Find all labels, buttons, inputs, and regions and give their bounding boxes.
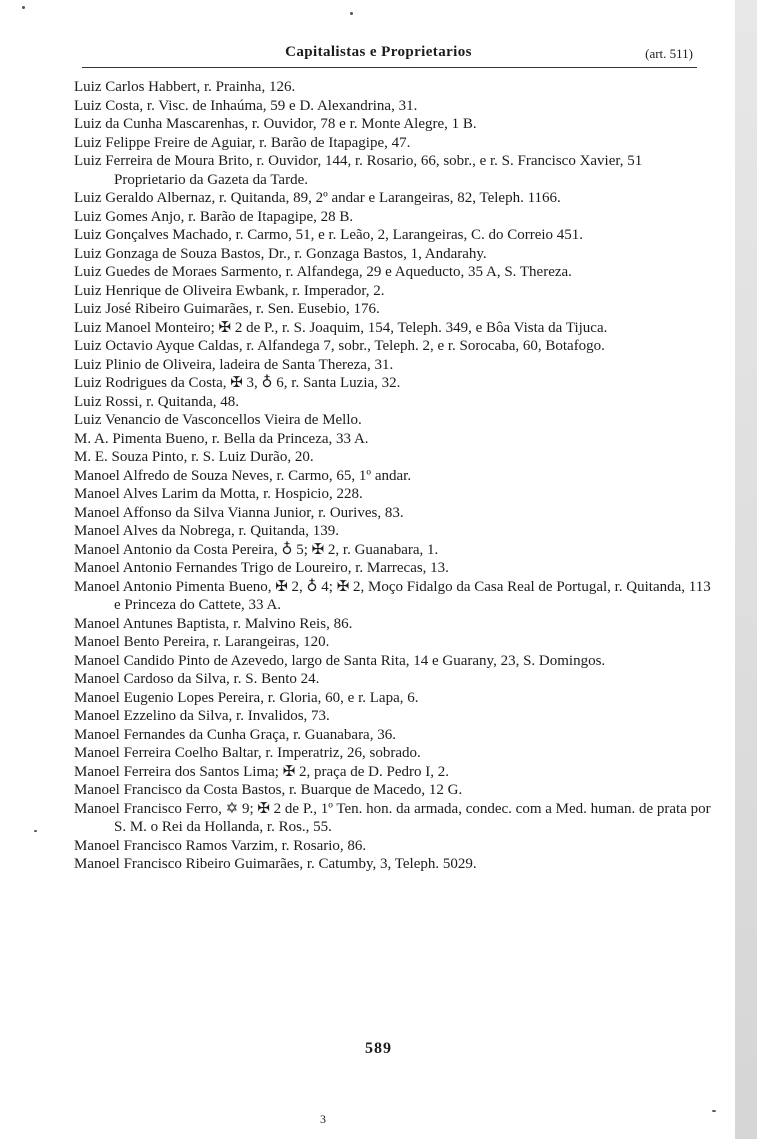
list-item: Luiz José Ribeiro Guimarães, r. Sen. Eusebio, 176. xyxy=(74,301,380,317)
list-item: Manoel Ezzelino da Silva, r. Invalidos, 73. xyxy=(74,708,330,724)
list-item: Manoel Eugenio Lopes Pereira, r. Gloria, 60, e r. Lapa, 6. xyxy=(74,689,419,706)
list-item: Luiz Plinio de Oliveira, ladeira de Santa Thereza, 31. xyxy=(74,356,394,373)
article-reference: (art. 511) xyxy=(645,46,693,61)
list-item: Manoel Antonio Pimenta Bueno, ✠ 2, ♁ 4; ✠ 2, Moço Fidalgo da Casa Real de Portugal, r. Quitanda, 113 e Princeza do Cattete, 33 A. xyxy=(74,578,711,613)
list-item: Luiz Gonzaga de Souza Bastos, Dr., r. Gonzaga Bastos, 1, Andarahy. xyxy=(74,245,487,262)
list-item: Luiz Venancio de Vasconcellos Vieira de Mello. xyxy=(74,412,362,428)
list-item: Manoel Alves da Nobrega, r. Quitanda, 139. xyxy=(74,523,339,539)
running-header xyxy=(0,44,757,68)
list-item: Manoel Alfredo de Souza Neves, r. Carmo, 65, 1º andar. xyxy=(74,467,412,484)
list-item: Luiz Manoel Monteiro; ✠ 2 de P., r. S. Joaquim, 154, Teleph. 349, e Bôa Vista da Tijuca. xyxy=(74,319,608,336)
list-item: Luiz Geraldo Albernaz, r. Quitanda, 89, 2º andar e Larangeiras, 82, Teleph. 1166. xyxy=(74,190,561,206)
list-item: Manoel Fernandes da Cunha Graça, r. Guanabara, 36. xyxy=(74,726,396,743)
ink-speck xyxy=(350,12,353,15)
page-number: 589 xyxy=(365,1040,392,1057)
footer-signature-mark: 3 xyxy=(320,1112,326,1126)
list-item: Manoel Francisco Ramos Varzim, r. Rosario, 86. xyxy=(74,837,367,854)
entry-list xyxy=(74,78,714,874)
page-edge-shadow xyxy=(735,0,757,1139)
list-item: Manoel Affonso da Silva Vianna Junior, r. Ourives, 83. xyxy=(74,504,404,521)
list-item: Luiz Guedes de Moraes Sarmento, r. Alfandega, 29 e Aqueducto, 35 A, S. Thereza. xyxy=(74,264,572,280)
list-item: Manoel Francisco da Costa Bastos, r. Buarque de Macedo, 12 G. xyxy=(74,782,463,798)
list-item: Luiz Rodrigues da Costa, ✠ 3, ♁ 6, r. Santa Luzia, 32. xyxy=(74,375,401,391)
list-item: Manoel Ferreira Coelho Baltar, r. Imperatriz, 26, sobrado. xyxy=(74,745,421,761)
list-item: Manoel Antonio da Costa Pereira, ♁ 5; ✠ 2, r. Guanabara, 1. xyxy=(74,541,439,558)
list-item: Manoel Cardoso da Silva, r. S. Bento 24. xyxy=(74,671,320,687)
list-item: Luiz Carlos Habbert, r. Prainha, 126. xyxy=(74,79,296,95)
ink-speck xyxy=(22,6,25,9)
list-item: Luiz Costa, r. Visc. de Inhaúma, 59 e D. Alexandrina, 31. xyxy=(74,97,418,114)
list-item: M. E. Souza Pinto, r. S. Luiz Durão, 20. xyxy=(74,449,314,465)
list-item: Manoel Francisco Ferro, ✡ 9; ✠ 2 de P., 1º Ten. hon. da armada, condec. com a Med. human. de prata por S. M. o Rei da Hollanda, r. Ros., 55. xyxy=(74,800,711,835)
list-item: Manoel Candido Pinto de Azevedo, largo de Santa Rita, 14 e Guarany, 23, S. Domingos. xyxy=(74,652,606,669)
list-item: Manoel Ferreira dos Santos Lima; ✠ 2, praça de D. Pedro I, 2. xyxy=(74,763,449,780)
list-item: Manoel Antonio Fernandes Trigo de Loureiro, r. Marrecas, 13. xyxy=(74,560,449,576)
list-item: Luiz Henrique de Oliveira Ewbank, r. Imperador, 2. xyxy=(74,282,385,299)
list-item: Manoel Francisco Ribeiro Guimarães, r. Catumby, 3, Teleph. 5029. xyxy=(74,856,477,872)
list-item: M. A. Pimenta Bueno, r. Bella da Princeza, 33 A. xyxy=(74,430,369,447)
header-rule xyxy=(82,67,697,68)
list-item: Manoel Alves Larim da Motta, r. Hospicio, 228. xyxy=(74,486,363,502)
list-item: Luiz Rossi, r. Quitanda, 48. xyxy=(74,393,239,410)
ink-speck xyxy=(34,830,37,832)
ink-speck xyxy=(712,1110,716,1112)
list-item: Manoel Bento Pereira, r. Larangeiras, 120. xyxy=(74,634,330,650)
section-title: Capitalistas e Proprietarios xyxy=(285,44,472,60)
list-item: Luiz da Cunha Mascarenhas, r. Ouvidor, 78 e r. Monte Alegre, 1 B. xyxy=(74,116,477,132)
list-item: Luiz Gonçalves Machado, r. Carmo, 51, e r. Leão, 2, Larangeiras, C. do Correio 451. xyxy=(74,227,584,243)
list-item: Luiz Gomes Anjo, r. Barão de Itapagipe, 28 B. xyxy=(74,208,354,225)
list-item: Luiz Felippe Freire de Aguiar, r. Barão de Itapagipe, 47. xyxy=(74,134,411,151)
list-item: Luiz Ferreira de Moura Brito, r. Ouvidor, 144, r. Rosario, 66, sobr., e r. S. Francisco Xavier, 51 Proprietario da Gazeta da Tarde. xyxy=(74,153,643,188)
list-item: Luiz Octavio Ayque Caldas, r. Alfandega 7, sobr., Teleph. 2, e r. Sorocaba, 60, Botafogo. xyxy=(74,338,605,354)
list-item: Manoel Antunes Baptista, r. Malvino Reis, 86. xyxy=(74,615,353,632)
